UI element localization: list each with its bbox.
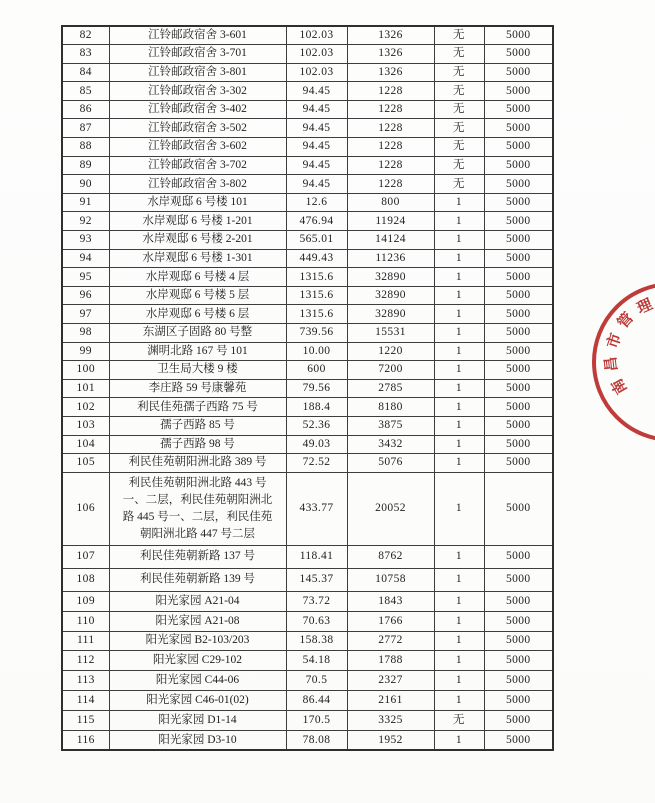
address: 阳光家园 A21-04: [109, 591, 286, 611]
address: 江铃邮政宿舍 3-802: [109, 175, 286, 194]
row-number: 98: [62, 324, 109, 343]
address: 阳光家园 B2-103/203: [109, 631, 286, 651]
amount: 1220: [347, 342, 434, 361]
address: 水岸观邸 6 号楼 2-201: [109, 231, 286, 250]
amount: 11924: [347, 212, 434, 231]
price: 5000: [484, 416, 553, 435]
amount: 32890: [347, 286, 434, 305]
price: 5000: [484, 730, 553, 750]
area: 158.38: [286, 631, 347, 651]
amount: 2785: [347, 379, 434, 398]
address: 卫生局大楼 9 楼: [109, 361, 286, 380]
amount: 1228: [347, 156, 434, 175]
seal-character: 管: [615, 309, 638, 332]
flag: 1: [434, 286, 484, 305]
table-row: [62, 138, 553, 157]
row-number: 114: [62, 691, 109, 711]
flag: 1: [434, 730, 484, 750]
flag: 1: [434, 249, 484, 268]
table-row: [62, 342, 553, 361]
flag: 无: [434, 26, 484, 45]
table-row: [62, 100, 553, 119]
table-row: [62, 472, 553, 545]
row-number: 91: [62, 193, 109, 212]
address: 孺子西路 85 号: [109, 416, 286, 435]
amount: 1228: [347, 138, 434, 157]
row-number: 95: [62, 268, 109, 287]
area: 52.36: [286, 416, 347, 435]
area: 449.43: [286, 249, 347, 268]
amount: 3325: [347, 711, 434, 731]
row-number: 110: [62, 611, 109, 631]
address: 江铃邮政宿舍 3-601: [109, 26, 286, 45]
table-row: [62, 268, 553, 287]
seal-character: 昌: [603, 355, 622, 373]
flag: 1: [434, 591, 484, 611]
row-number: 85: [62, 82, 109, 101]
table-row: [62, 611, 553, 631]
seal-character: 市: [604, 331, 625, 351]
row-number: 100: [62, 361, 109, 380]
flag: 1: [434, 305, 484, 324]
table-row: [62, 691, 553, 711]
price: 5000: [484, 591, 553, 611]
address: 江铃邮政宿舍 3-801: [109, 63, 286, 82]
row-number: 87: [62, 119, 109, 138]
table-row: [62, 119, 553, 138]
address: 李庄路 59 号康馨苑: [109, 379, 286, 398]
address: 利民佳苑朝阳洲北路 389 号: [109, 454, 286, 473]
address: 东湖区子固路 80 号整: [109, 324, 286, 343]
area: 1315.6: [286, 286, 347, 305]
row-number: 109: [62, 591, 109, 611]
row-number: 101: [62, 379, 109, 398]
price: 5000: [484, 249, 553, 268]
row-number: 86: [62, 100, 109, 119]
table-row: [62, 454, 553, 473]
flag: 1: [434, 193, 484, 212]
area: 79.56: [286, 379, 347, 398]
area: 145.37: [286, 568, 347, 591]
table-row: [62, 545, 553, 568]
amount: 3432: [347, 435, 434, 454]
table-row: [62, 26, 553, 45]
area: 94.45: [286, 156, 347, 175]
price: 5000: [484, 175, 553, 194]
amount: 10758: [347, 568, 434, 591]
row-number: 82: [62, 26, 109, 45]
address: 江铃邮政宿舍 3-402: [109, 100, 286, 119]
flag: 1: [434, 631, 484, 651]
flag: 无: [434, 156, 484, 175]
area: 118.41: [286, 545, 347, 568]
price: 5000: [484, 361, 553, 380]
address: 水岸观邸 6 号楼 1-301: [109, 249, 286, 268]
area: 94.45: [286, 82, 347, 101]
amount: 1843: [347, 591, 434, 611]
area: 10.00: [286, 342, 347, 361]
area: 1315.6: [286, 268, 347, 287]
address: 利民佳苑孺子西路 75 号: [109, 398, 286, 417]
price: 5000: [484, 45, 553, 64]
table-row: [62, 231, 553, 250]
flag: 1: [434, 212, 484, 231]
amount: 32890: [347, 268, 434, 287]
flag: 无: [434, 119, 484, 138]
row-number: 96: [62, 286, 109, 305]
amount: 1788: [347, 651, 434, 671]
address: 阳光家园 C29-102: [109, 651, 286, 671]
flag: 无: [434, 100, 484, 119]
price: 5000: [484, 63, 553, 82]
row-number: 115: [62, 711, 109, 731]
address: 水岸观邸 6 号楼 1-201: [109, 212, 286, 231]
amount: 8180: [347, 398, 434, 417]
flag: 1: [434, 398, 484, 417]
row-number: 104: [62, 435, 109, 454]
address: 阳光家园 C44-06: [109, 671, 286, 691]
flag: 1: [434, 651, 484, 671]
area: 188.4: [286, 398, 347, 417]
row-number: 105: [62, 454, 109, 473]
price: 5000: [484, 305, 553, 324]
seal-character: 理: [635, 296, 655, 318]
address: 江铃邮政宿舍 3-502: [109, 119, 286, 138]
amount: 800: [347, 193, 434, 212]
flag: 无: [434, 45, 484, 64]
table-row: [62, 416, 553, 435]
amount: 2327: [347, 671, 434, 691]
price: 5000: [484, 691, 553, 711]
flag: 无: [434, 138, 484, 157]
flag: 无: [434, 711, 484, 731]
table-row: [62, 324, 553, 343]
amount: 1326: [347, 26, 434, 45]
flag: 1: [434, 268, 484, 287]
table-row: [62, 286, 553, 305]
row-number: 94: [62, 249, 109, 268]
flag: 1: [434, 691, 484, 711]
price: 5000: [484, 454, 553, 473]
flag: 无: [434, 63, 484, 82]
area: 1315.6: [286, 305, 347, 324]
price: 5000: [484, 568, 553, 591]
flag: 1: [434, 231, 484, 250]
amount: 2161: [347, 691, 434, 711]
table-row: [62, 82, 553, 101]
amount: 8762: [347, 545, 434, 568]
price: 5000: [484, 631, 553, 651]
price: 5000: [484, 268, 553, 287]
area: 102.03: [286, 45, 347, 64]
table-row: [62, 631, 553, 651]
flag: 1: [434, 611, 484, 631]
table-row: [62, 591, 553, 611]
flag: 1: [434, 379, 484, 398]
row-number: 90: [62, 175, 109, 194]
table-row: [62, 45, 553, 64]
amount: 11236: [347, 249, 434, 268]
area: 94.45: [286, 119, 347, 138]
row-number: 106: [62, 472, 109, 545]
area: 600: [286, 361, 347, 380]
table-row: [62, 711, 553, 731]
amount: 1228: [347, 82, 434, 101]
row-number: 103: [62, 416, 109, 435]
table-row: [62, 156, 553, 175]
price: 5000: [484, 651, 553, 671]
table-row: [62, 730, 553, 750]
price: 5000: [484, 286, 553, 305]
table-row: [62, 671, 553, 691]
amount: 5076: [347, 454, 434, 473]
price: 5000: [484, 119, 553, 138]
table-row: [62, 651, 553, 671]
flag: 1: [434, 545, 484, 568]
price: 5000: [484, 435, 553, 454]
area: 170.5: [286, 711, 347, 731]
amount: 1228: [347, 119, 434, 138]
address: 水岸观邸 6 号楼 6 层: [109, 305, 286, 324]
address: 水岸观邸 6 号楼 5 层: [109, 286, 286, 305]
table-row: [62, 193, 553, 212]
area: 78.08: [286, 730, 347, 750]
area: 94.45: [286, 175, 347, 194]
row-number: 112: [62, 651, 109, 671]
flag: 1: [434, 361, 484, 380]
amount: 20052: [347, 472, 434, 545]
area: 739.56: [286, 324, 347, 343]
area: 70.63: [286, 611, 347, 631]
area: 12.6: [286, 193, 347, 212]
area: 94.45: [286, 100, 347, 119]
price: 5000: [484, 156, 553, 175]
row-number: 97: [62, 305, 109, 324]
area: 433.77: [286, 472, 347, 545]
flag: 1: [434, 416, 484, 435]
flag: 无: [434, 82, 484, 101]
flag: 无: [434, 175, 484, 194]
area: 102.03: [286, 63, 347, 82]
area: 72.52: [286, 454, 347, 473]
address: 江铃邮政宿舍 3-602: [109, 138, 286, 157]
address: 江铃邮政宿舍 3-701: [109, 45, 286, 64]
address: 水岸观邸 6 号楼 101: [109, 193, 286, 212]
table-row: [62, 435, 553, 454]
amount: 7200: [347, 361, 434, 380]
price: 5000: [484, 398, 553, 417]
table-row: [62, 249, 553, 268]
address: 阳光家园 D1-14: [109, 711, 286, 731]
flag: 1: [434, 435, 484, 454]
price: 5000: [484, 711, 553, 731]
asset-table: [61, 25, 554, 751]
row-number: 113: [62, 671, 109, 691]
address: 利民佳苑朝新路 139 号: [109, 568, 286, 591]
row-number: 83: [62, 45, 109, 64]
row-number: 93: [62, 231, 109, 250]
amount: 1326: [347, 45, 434, 64]
table-row: [62, 568, 553, 591]
area: 86.44: [286, 691, 347, 711]
address: 水岸观邸 6 号楼 4 层: [109, 268, 286, 287]
amount: 14124: [347, 231, 434, 250]
address: 利民佳苑朝新路 137 号: [109, 545, 286, 568]
price: 5000: [484, 611, 553, 631]
area: 49.03: [286, 435, 347, 454]
row-number: 92: [62, 212, 109, 231]
price: 5000: [484, 212, 553, 231]
table-row: [62, 212, 553, 231]
amount: 2772: [347, 631, 434, 651]
amount: 3875: [347, 416, 434, 435]
table-row: [62, 175, 553, 194]
area: 102.03: [286, 26, 347, 45]
seal-character: 南: [608, 375, 631, 397]
price: 5000: [484, 324, 553, 343]
row-number: 108: [62, 568, 109, 591]
price: 5000: [484, 231, 553, 250]
amount: 1228: [347, 100, 434, 119]
row-number: 107: [62, 545, 109, 568]
price: 5000: [484, 379, 553, 398]
amount: 1952: [347, 730, 434, 750]
flag: 1: [434, 472, 484, 545]
amount: 15531: [347, 324, 434, 343]
amount: 1326: [347, 63, 434, 82]
price: 5000: [484, 26, 553, 45]
price: 5000: [484, 138, 553, 157]
flag: 1: [434, 342, 484, 361]
address: 阳光家园 D3-10: [109, 730, 286, 750]
flag: 1: [434, 671, 484, 691]
row-number: 89: [62, 156, 109, 175]
address: 阳光家园 C46-01(02): [109, 691, 286, 711]
area: 54.18: [286, 651, 347, 671]
flag: 1: [434, 454, 484, 473]
table-row: [62, 361, 553, 380]
address: 江铃邮政宿舍 3-302: [109, 82, 286, 101]
address: 渊明北路 167 号 101: [109, 342, 286, 361]
asset-table-body: [62, 26, 553, 750]
flag: 1: [434, 568, 484, 591]
price: 5000: [484, 100, 553, 119]
row-number: 102: [62, 398, 109, 417]
amount: 1228: [347, 175, 434, 194]
price: 5000: [484, 671, 553, 691]
amount: 32890: [347, 305, 434, 324]
table-row: [62, 398, 553, 417]
area: 565.01: [286, 231, 347, 250]
address: 孺子西路 98 号: [109, 435, 286, 454]
area: 94.45: [286, 138, 347, 157]
seal-ring: [592, 282, 655, 442]
row-number: 111: [62, 631, 109, 651]
area: 476.94: [286, 212, 347, 231]
row-number: 88: [62, 138, 109, 157]
address: 江铃邮政宿舍 3-702: [109, 156, 286, 175]
area: 73.72: [286, 591, 347, 611]
row-number: 84: [62, 63, 109, 82]
row-number: 99: [62, 342, 109, 361]
table-row: [62, 63, 553, 82]
amount: 1766: [347, 611, 434, 631]
table-row: [62, 305, 553, 324]
flag: 1: [434, 324, 484, 343]
price: 5000: [484, 193, 553, 212]
price: 5000: [484, 545, 553, 568]
table-row: [62, 379, 553, 398]
address: 利民佳苑朝阳洲北路 443 号一、二层，利民佳苑朝阳洲北路 445 号一、二层，利民佳苑朝阳洲北路 447 号二层: [109, 472, 286, 545]
price: 5000: [484, 342, 553, 361]
price: 5000: [484, 82, 553, 101]
price: 5000: [484, 472, 553, 545]
row-number: 116: [62, 730, 109, 750]
area: 70.5: [286, 671, 347, 691]
address: 阳光家园 A21-08: [109, 611, 286, 631]
